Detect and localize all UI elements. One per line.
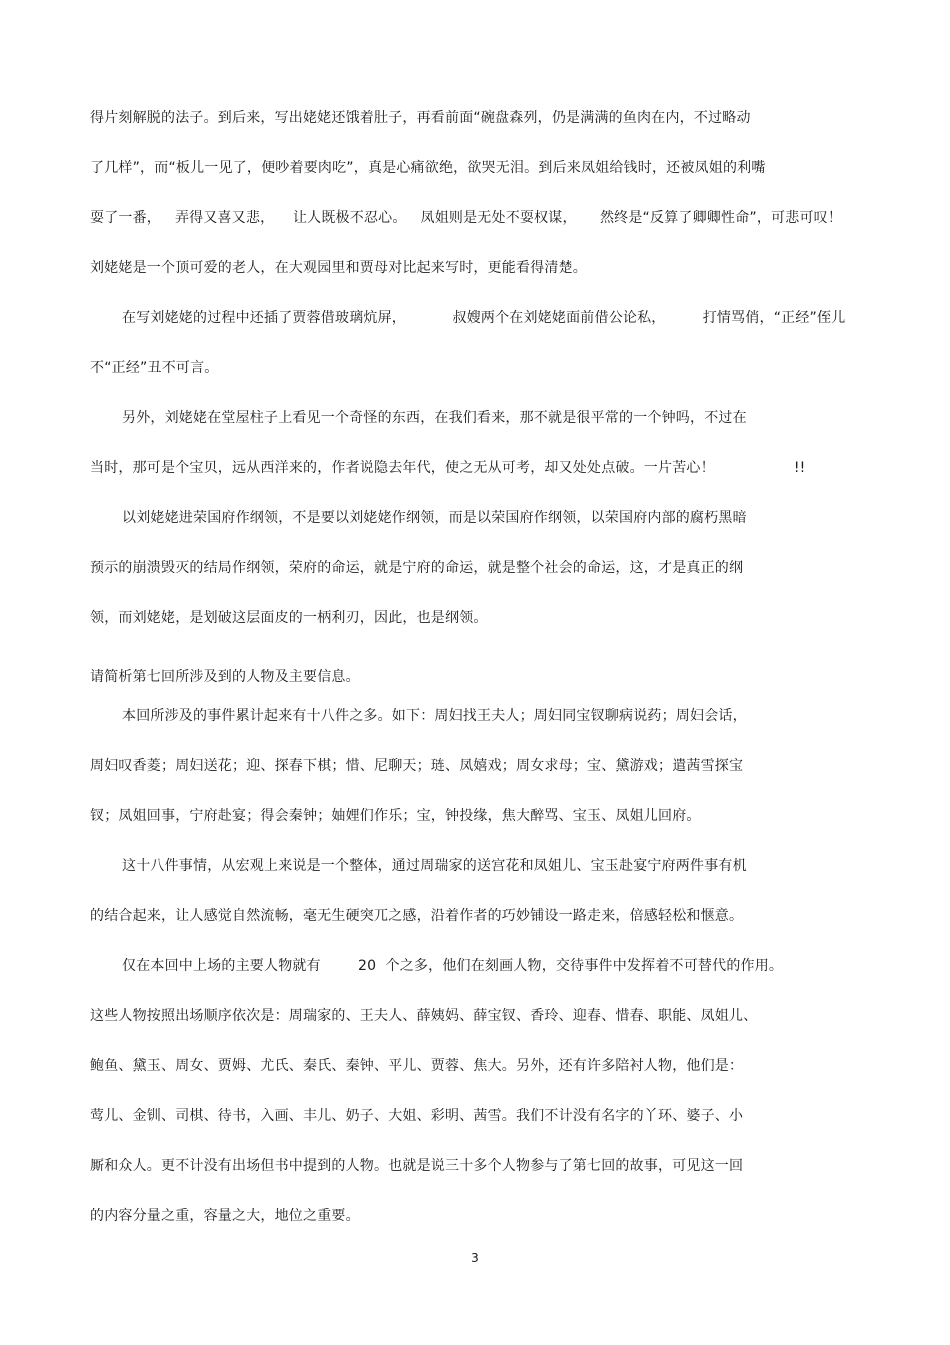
text-line: 这十八件事情，从宏观上来说是一个整体，通过周瑞家的送宫花和凤姐儿、宝玉赴宴宁府两件事有机 [122, 858, 747, 874]
text-line: 鲍鱼、黛玉、周女、贾姆、尤氏、秦氏、秦钟、平儿、贾蓉、焦大。另外，还有许多陪衬人物，他们是： [90, 1058, 744, 1074]
text-line: 的结合起来，让人感觉自然流畅，毫无生硬突兀之感，沿着作者的巧妙铺设一路走来，倍感轻松和惬意。 [90, 908, 744, 924]
text-line: 了几样”，而“板儿一见了，便吵着要肉吃”，真是心痛欲绝，欲哭无泪。到后来凤姐给钱时，还被凤姐的利嘴 [90, 160, 766, 176]
text-line: 得片刻解脱的法子。到后来，写出姥姥还饿着肚子，再看前面“碗盘森列，仍是满满的鱼肉在内，不过略动 [90, 110, 751, 126]
text-line: 耍了一番， 弄得又喜又悲， 让人既极不忍心。 凤姐则是无处不耍权谋， 然终是“反算了卿卿性命”，可悲可叹！ [90, 210, 843, 226]
text-line: 以刘姥姥进荣国府作纲领，不是要以刘姥姥作纲领，而是以荣国府作纲领，以荣国府内部的腐朽黑暗 [122, 510, 747, 526]
text-line: 周妇叹香菱；周妇送花；迎、探春下棋；惜、尼聊天；琏、凤嬉戏；周女求母；宝、黛游戏；遣茜雪探宝 [90, 758, 744, 774]
text-line: 的内容分量之重，容量之大，地位之重要。 [90, 1208, 360, 1224]
text-line: 当时，那可是个宝贝，远从西洋来的，作者说隐去年代，使之无从可考，却又处处点破。一片苦心！ !! [90, 460, 806, 476]
text-line: 这些人物按照出场顺序依次是：周瑞家的、王夫人、薛姨妈、薛宝钗、香玲、迎春、惜春、职能、凤姐儿、 [90, 1008, 758, 1024]
text-line: 钗；凤姐回事，宁府赴宴；得会秦钟；妯娌们作乐；宝，钟投缘，焦大醉骂、宝玉、凤姐儿回府。 [90, 808, 701, 824]
text-line: 厮和众人。更不计没有出场但书中提到的人物。也就是说三十多个人物参与了第七回的故事，可见这一回 [90, 1158, 744, 1174]
text-line: 预示的崩溃毁灭的结局作纲领，荣府的命运，就是宁府的命运，就是整个社会的命运，这，才是真正的纲 [90, 560, 744, 576]
text-line: 领，而刘姥姥，是划破这层面皮的一柄利刃，因此，也是纲领。 [90, 610, 488, 626]
text-line: 本回所涉及的事件累计起来有十八件之多。如下：周妇找王夫人；周妇同宝钗聊病说药；周妇会话， [122, 708, 747, 724]
text-line: 莺儿、金钏、司棋、待书，入画、丰儿、奶子、大姐、彩明、茜雪。我们不计没有名字的丫环、婆子、小 [90, 1108, 744, 1124]
text-line: 在写刘姥姥的过程中还插了贾蓉借玻璃炕屏， 叔嫂两个在刘姥姥面前借公论私， 打情骂俏，“正经”侄儿 [122, 310, 846, 326]
text-line: 不“正经”丑不可言。 [90, 360, 219, 376]
text-line: 仅在本回中上场的主要人物就有 20 个之多，他们在刻画人物，交待事件中发挥着不可替代的作用。 [122, 958, 784, 974]
page-number: 3 [471, 1251, 479, 1265]
question-heading: 请简析第七回所涉及到的人物及主要信息。 [90, 669, 360, 685]
text-line: 刘姥姥是一个顶可爱的老人，在大观园里和贾母对比起来写时，更能看得清楚。 [90, 260, 587, 276]
text-line: 另外，刘姥姥在堂屋柱子上看见一个奇怪的东西，在我们看来，那不就是很平常的一个钟吗，不过在 [122, 410, 747, 426]
